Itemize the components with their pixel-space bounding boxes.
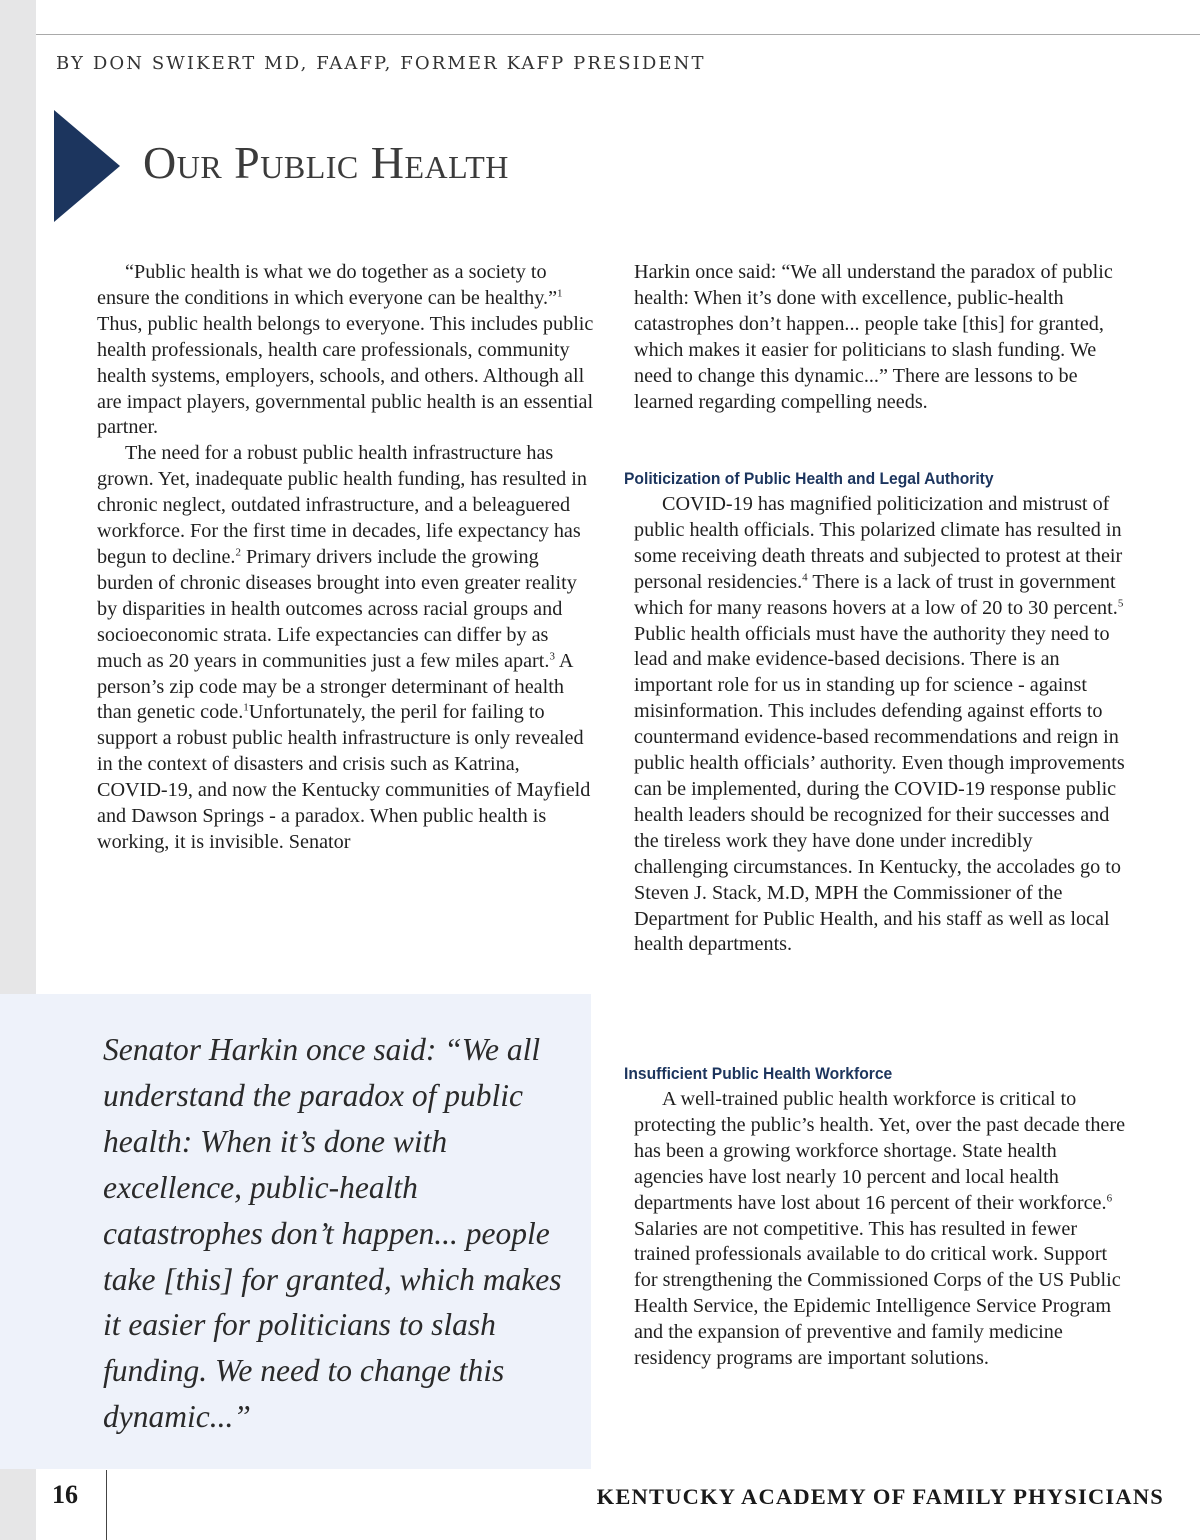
text-run: Unfortunately, the peril for failing to support a robust public health infrastructure is only revealed in the context of disasters and crisis such as Katrina, COVID-19, and now the Kentucky communities of Mayfield and Dawson Springs - a paradox. When public health is working, it is invisible. Senator <box>97 701 591 853</box>
footnote-ref: 1 <box>557 287 563 300</box>
top-rule <box>36 34 1200 35</box>
text-run: A person’s zip code may be a stronger determinant of health than genetic code. <box>97 649 573 724</box>
text-run: Public health officials must have the authority they need to lead and make evidence-based decisions. There is an important role for us in standing up for science - against misinformation. This includes defending against efforts to countermand evidence-based recommendations and reign in public health officials’ authority. Even though improvements can be implemented, during the COVID-19 response public health leaders should be recognized for their successes and the tireless work they have done under incredibly challenging circumstances. In Kentucky, the accolades go to Steven J. Stack, M.D, MPH the Commissioner of the Department for Public Health, and his staff as well as local health departments. <box>634 622 1125 956</box>
left-column <box>97 260 595 856</box>
section-2-body <box>634 1087 1130 1372</box>
paragraph-section-1 <box>634 492 1130 958</box>
right-column-continuation <box>634 260 1130 415</box>
text-run: The need for a robust public health infrastructure has grown. Yet, inadequate public health funding, has resulted in chronic neglect, outdated infrastructure, and a beleaguered workforce. For the first time in decades, life expectancy has begun to decline. <box>97 442 588 568</box>
footnote-ref: 2 <box>235 546 241 559</box>
page-title: Our Public Health <box>143 137 509 188</box>
footnote-ref: 1 <box>243 701 249 714</box>
footnote-ref: 4 <box>802 570 808 583</box>
text-run: “Public health is what we do together as a society to ensure the conditions in which everyone can be healthy.” <box>97 261 558 309</box>
footnote-ref: 3 <box>549 649 555 662</box>
text-run: A well-trained public health workforce is critical to protecting the public’s health. Yet, over the past decade there has been a growing workforce shortage. State health agencies have lost nearly 10 percent and local health departments have lost about 16 percent of their workforce. <box>634 1088 1126 1214</box>
paragraph-section-2 <box>634 1087 1130 1372</box>
paragraph-2 <box>97 441 595 856</box>
section-heading-workforce: Insufficient Public Health Workforce <box>624 1064 893 1083</box>
text-run: Salaries are not competitive. This has resulted in fewer trained professionals available to do critical work. Support for strengthening the Commissioned Corps of the US Public Health Service, the Epidemic Intelligence Service Program and the expansion of preventive and family medicine residency programs are important solutions. <box>634 1217 1121 1370</box>
paragraph-continuation: Harkin once said: “We all understand the paradox of public health: When it’s done with excellence, public-health catastrophes don’t happen... people take [this] for granted, which makes it easier for politicians to slash funding. We need to change this dynamic...” There are lessons to be learned regarding compelling needs. <box>634 261 1113 413</box>
text-run: There is a lack of trust in government which for many reasons hovers at a low of 20 to 30 percent. <box>634 570 1118 619</box>
pull-quote-text: Senator Harkin once said: “We all understand the paradox of public health: When it’s done with excellence, public-health catastrophes don’t happen... people take [this] for granted, which makes it easier for politicians to slash funding. We need to change this dynamic...” <box>103 1032 562 1435</box>
page-number: 16 <box>52 1480 78 1509</box>
footnote-ref: 5 <box>1117 596 1124 609</box>
footer-divider <box>106 1470 107 1540</box>
section-heading-politicization: Politicization of Public Health and Legal Authority <box>624 469 994 488</box>
text-run: Primary drivers include the growing burden of chronic diseases brought into even greater reality by disparities in health outcomes across racial groups and socioeconomic strata. Life expectancies can differ by as much as 20 years in communities just a few miles apart. <box>97 545 577 672</box>
text-run: COVID-19 has magnified politicization and mistrust of public health officials. This polarized climate has resulted in some receiving death threats and subjected to protest at their personal residencies. <box>634 493 1123 593</box>
section-1-body <box>634 492 1130 958</box>
footnote-ref: 6 <box>1106 1191 1113 1204</box>
publication-name: KENTUCKY ACADEMY OF FAMILY PHYSICIANS <box>596 1484 1164 1509</box>
byline: BY DON SWIKERT MD, FAAFP, FORMER KAFP PRESIDENT <box>56 53 706 74</box>
text-run: Thus, public health belongs to everyone. This includes public health professionals, health care professionals, community health systems, employers, schools, and others. Although all are impact players, governmental public health is an essential partner. <box>97 312 594 439</box>
triangle-right-icon <box>54 110 120 222</box>
paragraph-1 <box>97 260 595 441</box>
